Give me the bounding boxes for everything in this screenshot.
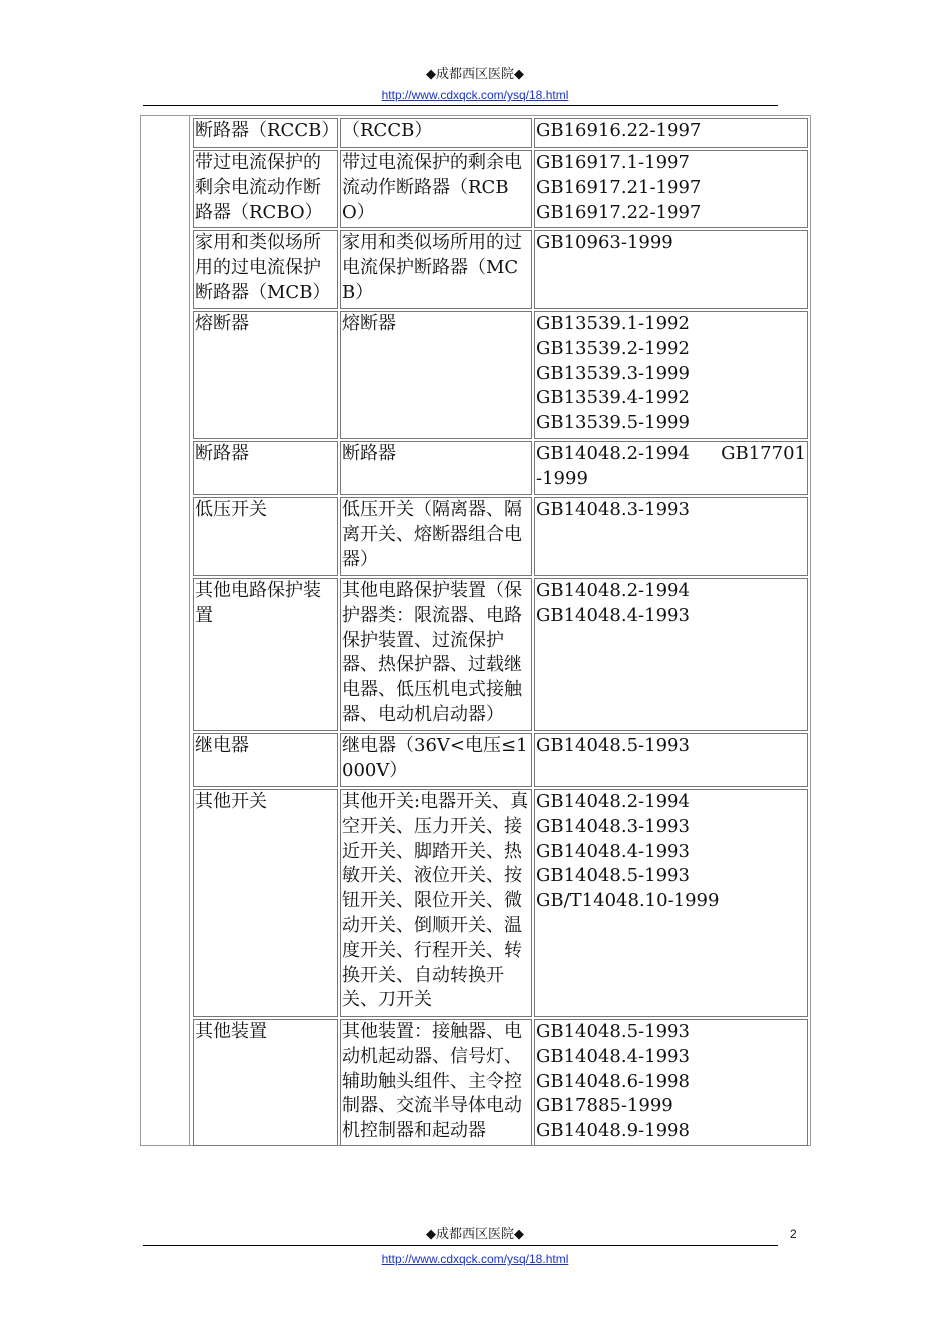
table-row — [193, 441, 808, 495]
standard-number: GB16917.1-1997 — [536, 152, 690, 173]
table-row — [193, 118, 808, 148]
standards-cell — [534, 230, 808, 309]
table-row — [193, 497, 808, 576]
standard-number: GB16917.22-1997 — [536, 201, 702, 223]
standard-number: GB13539.1-1992 — [536, 313, 690, 334]
product-cell: 带过电流保护的剩余电流动作断路器（RCBO） — [193, 150, 338, 228]
product-cell: 其他开关 — [193, 789, 338, 1017]
product-cell: 其他装置 — [193, 1019, 338, 1146]
table-row — [193, 311, 808, 439]
table-row — [193, 733, 808, 787]
header-url-link[interactable]: http://www.cdxqck.com/ysq/18.html — [381, 88, 569, 102]
header-rule — [143, 105, 778, 106]
standards-cell — [534, 497, 808, 576]
standard-number: GB14048.4-1993 — [536, 840, 690, 862]
standard-number: GB14048.9-1998 — [536, 1120, 690, 1142]
standard-number: GB14048.3-1993 — [536, 815, 690, 837]
standard-number: GB13539.4-1992 — [536, 387, 690, 409]
merged-left-column — [141, 116, 190, 1145]
page-header — [0, 66, 950, 103]
standard-number: GB13539.3-1999 — [536, 362, 690, 384]
standards-line — [536, 442, 806, 467]
table-row — [193, 150, 808, 228]
table-row — [193, 1019, 808, 1146]
description-cell: 其他电路保护装置（保护器类：限流器、电路保护装置、过流保护器、热保护器、过载继电器、低压机电式接触器、电动机启动器） — [340, 578, 532, 731]
table-row — [193, 578, 808, 731]
standards-table — [140, 115, 811, 1146]
standard-number: GB10963-1999 — [536, 232, 673, 253]
page-number: 2 — [790, 1227, 797, 1241]
footer-rule — [143, 1245, 778, 1246]
product-cell: 低压开关 — [193, 497, 338, 576]
description-cell: 断路器 — [340, 441, 532, 495]
standard-number: GB16916.22-1997 — [536, 120, 702, 141]
description-cell: 带过电流保护的剩余电流动作断路器（RCBO） — [340, 150, 532, 228]
standard-number: GB14048.2-1994 — [536, 580, 690, 601]
standard-number: GB17885-1999 — [536, 1095, 673, 1117]
standard-number: GB14048.2-1994 — [536, 791, 690, 812]
standards-table-grid — [191, 116, 810, 1148]
standard-number: GB13539.2-1992 — [536, 337, 690, 359]
footer-url-link[interactable]: http://www.cdxqck.com/ysq/18.html — [381, 1252, 569, 1266]
standard-number: GB14048.5-1993 — [536, 865, 690, 887]
standard-number-continued: -1999 — [536, 467, 588, 489]
product-cell: 家用和类似场所用的过电流保护断路器（MCB） — [193, 230, 338, 309]
standards-cell — [534, 733, 808, 787]
page-footer — [0, 1226, 950, 1266]
standards-cell — [534, 1019, 808, 1146]
product-cell: 其他电路保护装置 — [193, 578, 338, 731]
description-cell: （RCCB） — [340, 118, 532, 148]
standards-cell — [534, 789, 808, 1017]
standards-cell — [534, 441, 808, 495]
header-hospital-name: ◆成都西区医院◆ — [426, 67, 524, 82]
standard-number: GB14048.5-1993 — [536, 735, 690, 756]
standard-number: GB16917.21-1997 — [536, 176, 702, 198]
table-row — [193, 789, 808, 1017]
description-cell: 熔断器 — [340, 311, 532, 439]
standard-number: GB14048.4-1993 — [536, 1045, 690, 1067]
description-cell: 其他装置：接触器、电动机起动器、信号灯、辅助触头组件、主令控制器、交流半导体电动机控制器和起动器 — [340, 1019, 532, 1146]
description-cell: 其他开关:电器开关、真空开关、压力开关、接近开关、脚踏开关、热敏开关、液位开关、按钮开关、限位开关、微动开关、倒顺开关、温度开关、行程开关、转换开关、自动转换开关、刀开关 — [340, 789, 532, 1017]
description-cell: 家用和类似场所用的过电流保护断路器（MCB） — [340, 230, 532, 309]
table-row — [193, 230, 808, 309]
standard-number: GB17701 — [721, 443, 806, 464]
standards-cell — [534, 118, 808, 148]
standard-number: GB14048.4-1993 — [536, 604, 690, 626]
standard-number: GB14048.2-1994 — [536, 443, 690, 464]
description-cell: 继电器（36V<电压≤1000V） — [340, 733, 532, 787]
standard-number: GB/T14048.10-1999 — [536, 890, 720, 912]
footer-hospital-name: ◆成都西区医院◆ — [426, 1227, 524, 1242]
standard-number: GB14048.6-1998 — [536, 1070, 690, 1092]
standards-cell — [534, 150, 808, 228]
product-cell: 继电器 — [193, 733, 338, 787]
standard-number: GB13539.5-1999 — [536, 412, 690, 434]
product-cell: 熔断器 — [193, 311, 338, 439]
standards-cell — [534, 311, 808, 439]
standard-number: GB14048.3-1993 — [536, 499, 690, 520]
product-cell: 断路器（RCCB） — [193, 118, 338, 148]
product-cell: 断路器 — [193, 441, 338, 495]
description-cell: 低压开关（隔离器、隔离开关、熔断器组合电器） — [340, 497, 532, 576]
standards-cell — [534, 578, 808, 731]
standard-number: GB14048.5-1993 — [536, 1021, 690, 1042]
